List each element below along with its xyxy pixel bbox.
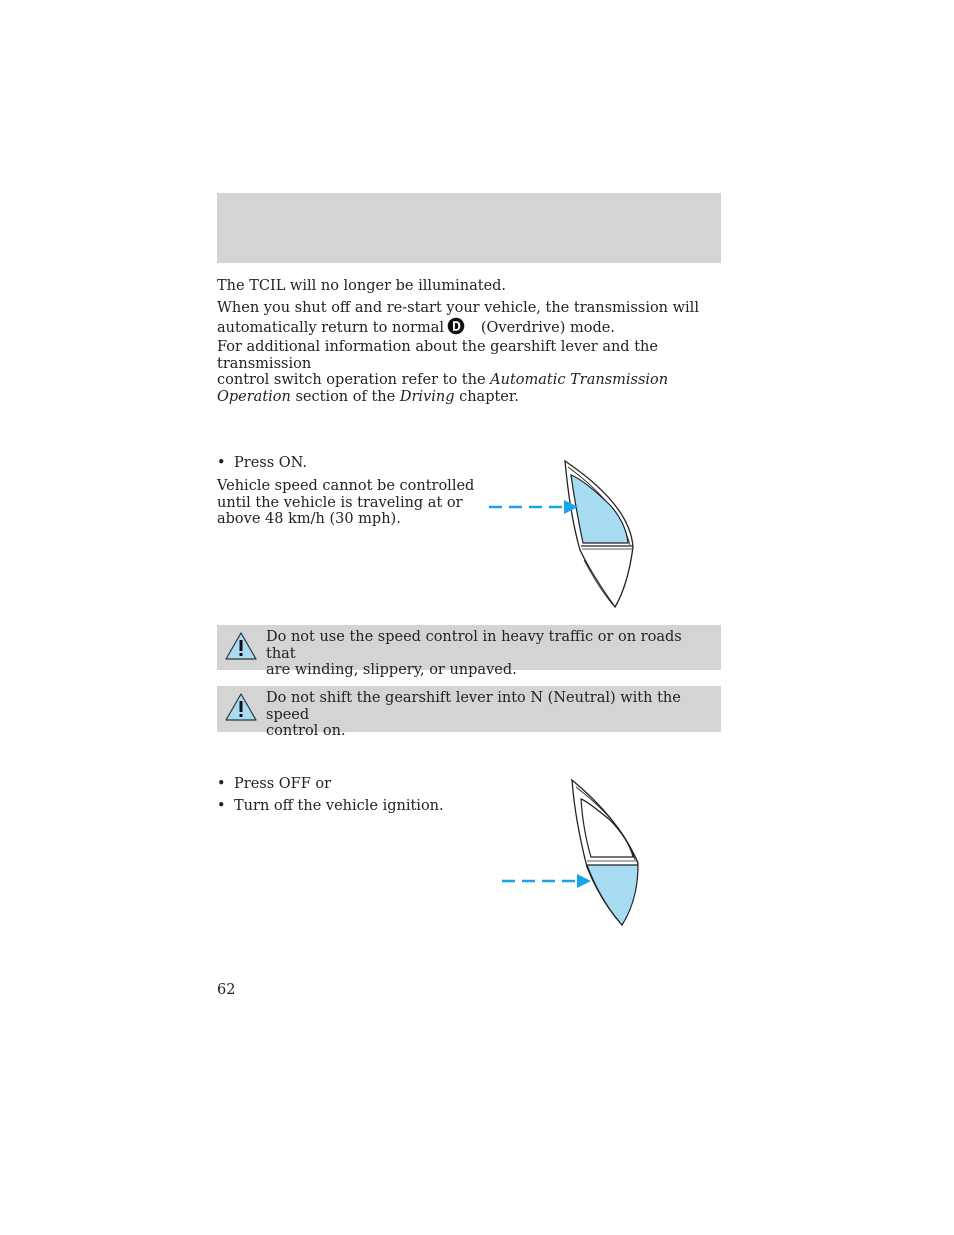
bullet-dot: •	[217, 798, 226, 814]
press-off-bullet	[217, 776, 331, 793]
speed-note-line1: Vehicle speed cannot be controlled	[217, 478, 475, 494]
info-text-line3: section of the	[295, 388, 396, 405]
overdrive-d-icon	[447, 317, 465, 340]
warning-traffic-line2: are winding, slippery, or unpaved.	[266, 662, 517, 678]
section-header-bar	[217, 193, 721, 263]
bullet-dot: •	[217, 455, 226, 471]
warning-box-neutral	[217, 686, 721, 739]
speed-note-paragraph	[217, 478, 477, 528]
warning-triangle-icon	[224, 631, 258, 661]
ignition-off-bullet	[217, 798, 444, 815]
operation-ref: Operation	[217, 388, 291, 405]
automatic-transmission-ref: Automatic Transmission	[490, 372, 669, 388]
info-text-line2: control switch operation refer to the	[217, 372, 486, 388]
warning-text-neutral	[266, 690, 707, 740]
driving-chapter-ref: Driving	[399, 388, 455, 405]
restart-paragraph	[217, 300, 721, 339]
info-text-chapter: chapter.	[459, 388, 519, 405]
additional-info-paragraph	[217, 339, 721, 405]
warning-neutral-line1: Do not shift the gearshift lever into N (Neutral) with the speed	[266, 690, 681, 723]
warning-neutral-line2: control on.	[266, 723, 346, 739]
press-on-text: Press ON.	[234, 455, 308, 471]
press-on-bullet	[217, 455, 307, 472]
bullet-dot: •	[217, 776, 226, 792]
info-text-line1: For additional information about the gearshift lever and the transmission	[217, 339, 658, 372]
warning-traffic-line1: Do not use the speed control in heavy traffic or on roads that	[266, 629, 682, 662]
warning-box-traffic	[217, 625, 721, 678]
restart-text-overdrive: (Overdrive) mode.	[480, 319, 615, 336]
speed-note-line3: above 48 km/h (30 mph).	[217, 511, 401, 527]
restart-text-line2: automatically return to normal	[217, 319, 444, 336]
tcil-paragraph	[217, 278, 721, 295]
restart-text-line1: When you shut off and re-start your vehicle, the transmission will	[217, 300, 699, 316]
ignition-off-text: Turn off the vehicle ignition.	[234, 798, 444, 814]
speed-control-off-switch-icon	[495, 775, 655, 935]
page-number: 62	[217, 982, 236, 998]
warning-triangle-icon	[224, 692, 258, 722]
speed-note-line2: until the vehicle is traveling at or	[217, 494, 463, 511]
tcil-text: The TCIL will no longer be illuminated.	[217, 278, 507, 294]
warning-text-traffic	[266, 629, 707, 679]
speed-control-on-switch-icon	[480, 455, 650, 615]
press-off-text: Press OFF or	[234, 776, 332, 792]
